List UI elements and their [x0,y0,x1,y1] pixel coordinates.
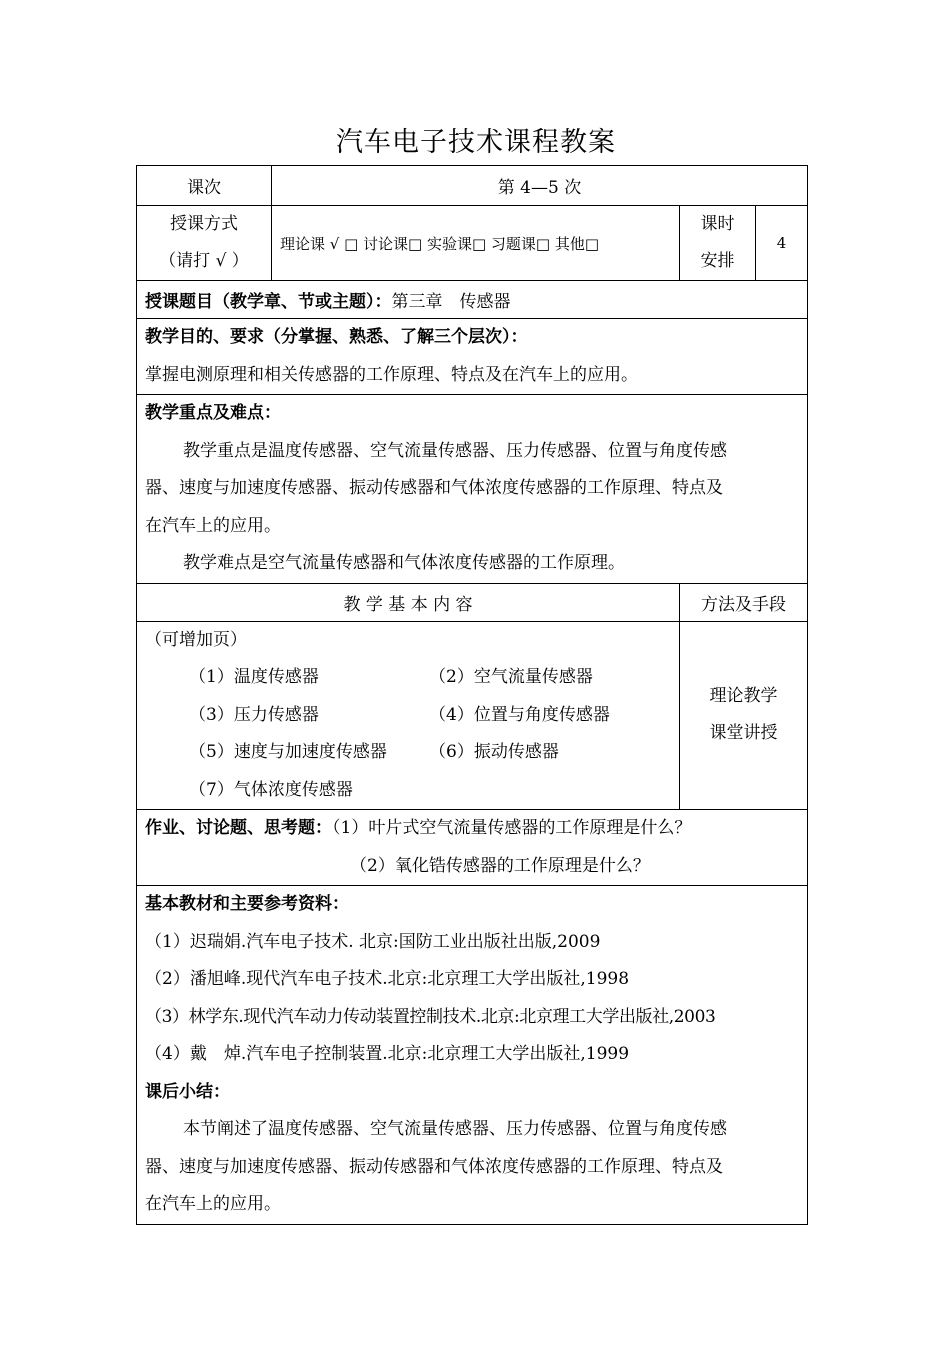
content-item: （5）速度与加速度传感器 [189,742,387,762]
method-label-cell [137,206,272,281]
content-item: （7）气体浓度传感器 [189,779,353,800]
method-item: 理论教学 [709,686,778,707]
content-cell [137,621,680,810]
content-item: （2）空气流量传感器 [429,667,593,687]
topic-value: 第三章 传感器 [391,292,511,312]
hours-label-line2: 安排 [700,251,735,271]
topic-label: 授课题目（教学章、节或主题）： [145,292,392,312]
method-label: 授课方式 [170,214,238,234]
session-label: 课次 [137,166,272,206]
content-item: （1）温度传感器 [189,667,319,687]
content-item-pair [145,734,671,772]
method-header: 方法及手段 [680,583,808,621]
lesson-plan-table [136,165,808,1225]
objectives-cell [137,319,808,395]
summary-line: 在汽车上的应用。 [145,1194,281,1214]
session-row [137,166,808,206]
content-row [137,621,808,810]
homework-question: （2）氧化锆传感器的工作原理是什么？ [350,855,650,876]
content-item: （3）压力传感器 [189,704,319,725]
content-item-pair [145,772,671,810]
session-value: 第 4—5 次 [272,166,808,206]
homework-row [137,810,808,886]
homework-question: （1）叶片式空气流量传感器的工作原理是什么？ [332,818,692,838]
homework-cell [137,810,808,886]
page-title: 汽车电子技术课程教案 [336,127,616,158]
keypoints-row [137,395,808,584]
objectives-text: 掌握电测原理和相关传感器的工作原理、特点及在汽车上的应用。 [145,364,638,385]
topic-row [137,281,808,319]
content-item: （6）振动传感器 [429,742,559,762]
topic-cell [137,281,808,319]
homework-label: 作业、讨论题、思考题： [145,818,332,838]
hours-value: 4 [756,206,808,281]
reference-item: （2）潘旭峰.现代汽车电子技术.北京:北京理工大学出版社,1998 [145,969,630,989]
references-row [137,886,808,1225]
keypoints-line: 器、速度与加速度传感器、振动传感器和气体浓度传感器的工作原理、特点及 [145,478,723,498]
keypoints-line: 教学难点是空气流量传感器和气体浓度传感器的工作原理。 [183,553,625,573]
method-item: 课堂讲授 [709,723,778,744]
method-options: 理论课 √ □ 讨论课□ 实验课□ 习题课□ 其他□ [272,206,680,281]
content-header-row [137,583,808,621]
reference-item: （4）戴 焯.汽车电子控制装置.北京:北京理工大学出版社,1999 [145,1044,630,1064]
keypoints-line: 教学重点是温度传感器、空气流量传感器、压力传感器、位置与角度传感 [183,440,727,461]
summary-label: 课后小结： [145,1081,230,1102]
reference-item: （1）迟瑞娟.汽车电子技术. 北京:国防工业出版社出版,2009 [145,931,601,952]
keypoints-cell [137,395,808,584]
content-header: 教 学 基 本 内 容 [137,583,680,621]
references-cell [137,886,808,1225]
content-item-pair [145,697,671,735]
hours-label-line1: 课时 [700,214,735,234]
summary-line: 本节阐述了温度传感器、空气流量传感器、压力传感器、位置与角度传感 [183,1119,727,1139]
objectives-row [137,319,808,395]
content-item: （4）位置与角度传感器 [429,704,610,725]
summary-line: 器、速度与加速度传感器、振动传感器和气体浓度传感器的工作原理、特点及 [145,1156,723,1177]
content-note: （可增加页） [145,629,247,650]
hours-label-cell [680,206,756,281]
method-cell [680,621,808,810]
method-label-hint: （请打 √ ） [159,251,249,271]
method-row [137,206,808,281]
reference-item: （3）林学东.现代汽车动力传动装置控制技术.北京:北京理工大学出版社,2003 [145,1006,716,1027]
references-label: 基本教材和主要参考资料： [145,894,349,914]
keypoints-label: 教学重点及难点： [145,403,281,423]
homework-line-1 [145,810,799,848]
objectives-label: 教学目的、要求（分掌握、熟悉、了解三个层次）： [145,327,528,347]
keypoints-line: 在汽车上的应用。 [145,515,281,536]
content-item-pair [145,659,671,697]
